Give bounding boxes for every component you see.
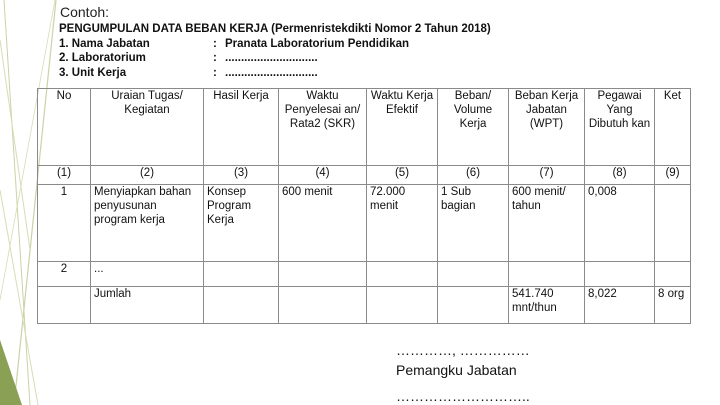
table-row (38, 262, 691, 287)
table-cell: 1 (38, 185, 91, 262)
table-header-cell: Uraian Tugas/ Kegiatan (91, 89, 204, 166)
field-colon: : (213, 66, 217, 79)
table-cell: 600 menit (279, 185, 367, 262)
column-number-cell: (2) (91, 166, 204, 185)
field-label: 2. Laboratorium (59, 52, 146, 64)
table-cell (38, 287, 91, 324)
table-header-cell: Waktu Kerja Efektif (367, 89, 438, 166)
table-header-cell: Pegawai Yang Dibutuh kan (585, 89, 655, 166)
table-row (38, 185, 691, 262)
column-number-cell: (4) (279, 166, 367, 185)
document-header (59, 22, 491, 80)
column-number-cell: (1) (38, 166, 91, 185)
table-cell (438, 287, 509, 324)
table-cell (279, 262, 367, 287)
table-cell (204, 262, 279, 287)
table-header-cell: No (38, 89, 91, 166)
table-cell: 541.740 mnt/thun (509, 287, 585, 324)
column-number-cell: (5) (367, 166, 438, 185)
field-value: ............................. (225, 66, 318, 79)
table-cell: Menyiapkan bahan penyusunan program kerja (91, 185, 204, 262)
table-cell: 8 org (655, 287, 691, 324)
table-cell: 72.000 menit (367, 185, 438, 262)
table-cell (279, 287, 367, 324)
signature-place-date: …………, …………… (396, 342, 530, 358)
field-label: 1. Nama Jabatan (59, 37, 150, 50)
table-cell (367, 262, 438, 287)
table-cell: ... (91, 262, 204, 287)
table-header-row (38, 89, 691, 166)
table-cell: Jumlah (91, 287, 204, 324)
table-row-total (38, 287, 691, 324)
column-number-cell: (9) (655, 166, 691, 185)
table-cell (438, 262, 509, 287)
workload-table (37, 88, 691, 324)
field-colon: : (213, 52, 217, 64)
table-cell: 2 (38, 262, 91, 287)
slide-title: Contoh: (60, 4, 110, 20)
table-cell: Konsep Program Kerja (204, 185, 279, 262)
field-row-laboratorium (59, 51, 491, 66)
table-cell (655, 262, 691, 287)
column-number-cell: (6) (438, 166, 509, 185)
column-number-cell: (7) (509, 166, 585, 185)
table-cell (204, 287, 279, 324)
column-number-cell: (8) (585, 166, 655, 185)
signature-block (396, 340, 530, 380)
signature-name-line: ……………………….. (396, 388, 530, 404)
field-value: Pranata Laboratorium Pendidikan (225, 37, 410, 50)
field-row-jabatan (59, 37, 491, 52)
column-number-cell: (3) (204, 166, 279, 185)
table-cell (585, 262, 655, 287)
table-cell: 1 Sub bagian (438, 185, 509, 262)
table-header-cell: Waktu Penyelesai an/ Rata2 (SKR) (279, 89, 367, 166)
table-cell (655, 185, 691, 262)
field-value: ............................. (225, 52, 318, 64)
table-cell: 8,022 (585, 287, 655, 324)
column-number-row (38, 166, 691, 185)
table-header-cell: Hasil Kerja (204, 89, 279, 166)
table-cell (367, 287, 438, 324)
table-cell (509, 262, 585, 287)
table-cell: 0,008 (585, 185, 655, 262)
table-header-cell: Beban Kerja Jabatan (WPT) (509, 89, 585, 166)
signature-title: Pemangku Jabatan (396, 362, 517, 378)
table-header-cell: Beban/ Volume Kerja (438, 89, 509, 166)
document-heading: PENGUMPULAN DATA BEBAN KERJA (Permenristekdikti Nomor 2 Tahun 2018) (59, 23, 491, 35)
table-header-cell: Ket (655, 89, 691, 166)
field-colon: : (213, 37, 217, 50)
field-row-unit-kerja (59, 66, 491, 81)
table-cell: 600 menit/ tahun (509, 185, 585, 262)
field-label: 3. Unit Kerja (59, 66, 127, 79)
